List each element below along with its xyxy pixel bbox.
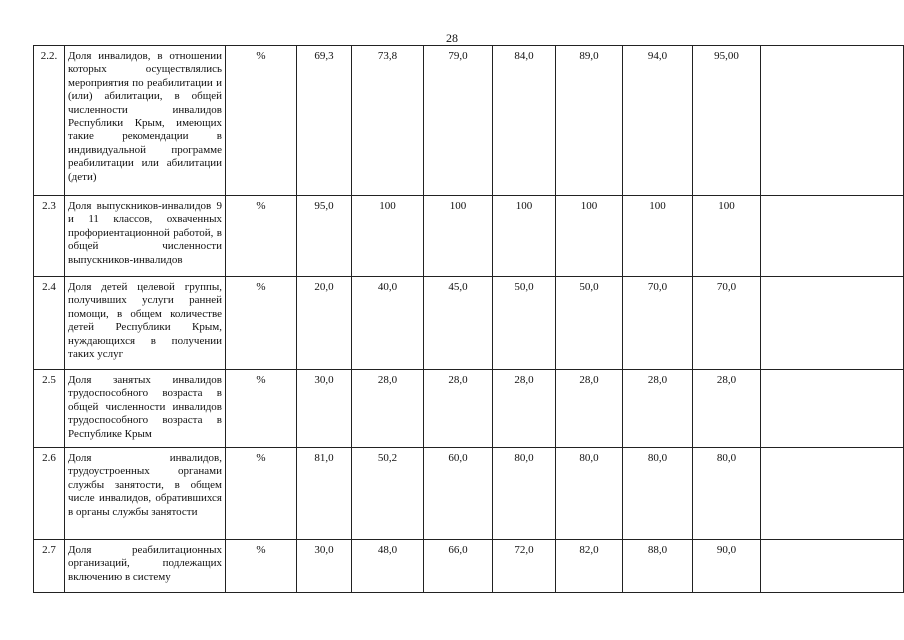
value-cell: 20,0 — [297, 277, 352, 370]
value-cell: 28,0 — [352, 370, 424, 448]
value-cell: 30,0 — [297, 540, 352, 593]
empty-cell — [761, 196, 904, 277]
value-cell: 50,0 — [556, 277, 623, 370]
indicator-description: Доля детей целевой группы, получивших услуги ранней помощи, в общем количестве детей Республики Крым, нуждающихся в получении таких услуг — [65, 277, 226, 370]
value-cell: 100 — [556, 196, 623, 277]
unit-cell: % — [226, 46, 297, 196]
value-cell: 100 — [693, 196, 761, 277]
empty-cell — [761, 46, 904, 196]
row-number: 2.7 — [34, 540, 65, 593]
value-cell: 28,0 — [623, 370, 693, 448]
value-cell: 28,0 — [424, 370, 493, 448]
unit-cell: % — [226, 277, 297, 370]
indicator-description: Доля инвалидов, в отношении которых осуществлялись мероприятия по реабилитации и (или) абилитации, в общей численности инвалидов Республики Крым, имеющих такие рекомендации в индивидуальной программе реабилитации или абилитации (дети) — [65, 46, 226, 196]
value-cell: 100 — [424, 196, 493, 277]
value-cell: 80,0 — [693, 448, 761, 540]
value-cell: 81,0 — [297, 448, 352, 540]
empty-cell — [761, 540, 904, 593]
value-cell: 80,0 — [493, 448, 556, 540]
value-cell: 45,0 — [424, 277, 493, 370]
table-row — [34, 540, 904, 593]
row-number: 2.6 — [34, 448, 65, 540]
row-number: 2.2. — [34, 46, 65, 196]
value-cell: 50,0 — [493, 277, 556, 370]
indicator-description: Доля занятых инвалидов трудоспособного возраста в общей численности инвалидов трудоспособного возраста в Республике Крым — [65, 370, 226, 448]
value-cell: 60,0 — [424, 448, 493, 540]
unit-cell: % — [226, 448, 297, 540]
value-cell: 28,0 — [693, 370, 761, 448]
value-cell: 80,0 — [623, 448, 693, 540]
indicators-table — [33, 45, 904, 593]
table-row — [34, 370, 904, 448]
value-cell: 82,0 — [556, 540, 623, 593]
indicator-description: Доля инвалидов, трудоустроенных органами службы занятости, в общем числе инвалидов, обратившихся в органы службы занятости — [65, 448, 226, 540]
value-cell: 95,0 — [297, 196, 352, 277]
table-row — [34, 277, 904, 370]
table-row — [34, 46, 904, 196]
value-cell: 95,00 — [693, 46, 761, 196]
value-cell: 70,0 — [693, 277, 761, 370]
indicator-description: Доля реабилитационных организаций, подлежащих включению в систему — [65, 540, 226, 593]
value-cell: 69,3 — [297, 46, 352, 196]
value-cell: 80,0 — [556, 448, 623, 540]
value-cell: 70,0 — [623, 277, 693, 370]
value-cell: 30,0 — [297, 370, 352, 448]
empty-cell — [761, 370, 904, 448]
value-cell: 73,8 — [352, 46, 424, 196]
value-cell: 88,0 — [623, 540, 693, 593]
page-number: 28 — [446, 31, 458, 45]
value-cell: 28,0 — [493, 370, 556, 448]
value-cell: 50,2 — [352, 448, 424, 540]
value-cell: 66,0 — [424, 540, 493, 593]
unit-cell: % — [226, 196, 297, 277]
empty-cell — [761, 448, 904, 540]
unit-cell: % — [226, 370, 297, 448]
value-cell: 72,0 — [493, 540, 556, 593]
value-cell: 89,0 — [556, 46, 623, 196]
indicator-description: Доля выпускников-инвалидов 9 и 11 классов, охваченных профориентационной работой, в общей численности выпускников-инвалидов — [65, 196, 226, 277]
value-cell: 90,0 — [693, 540, 761, 593]
table-row — [34, 196, 904, 277]
row-number: 2.5 — [34, 370, 65, 448]
value-cell: 100 — [623, 196, 693, 277]
value-cell: 100 — [352, 196, 424, 277]
value-cell: 94,0 — [623, 46, 693, 196]
value-cell: 48,0 — [352, 540, 424, 593]
value-cell: 100 — [493, 196, 556, 277]
empty-cell — [761, 277, 904, 370]
value-cell: 40,0 — [352, 277, 424, 370]
value-cell: 84,0 — [493, 46, 556, 196]
value-cell: 28,0 — [556, 370, 623, 448]
row-number: 2.3 — [34, 196, 65, 277]
row-number: 2.4 — [34, 277, 65, 370]
value-cell: 79,0 — [424, 46, 493, 196]
table-row — [34, 448, 904, 540]
unit-cell: % — [226, 540, 297, 593]
